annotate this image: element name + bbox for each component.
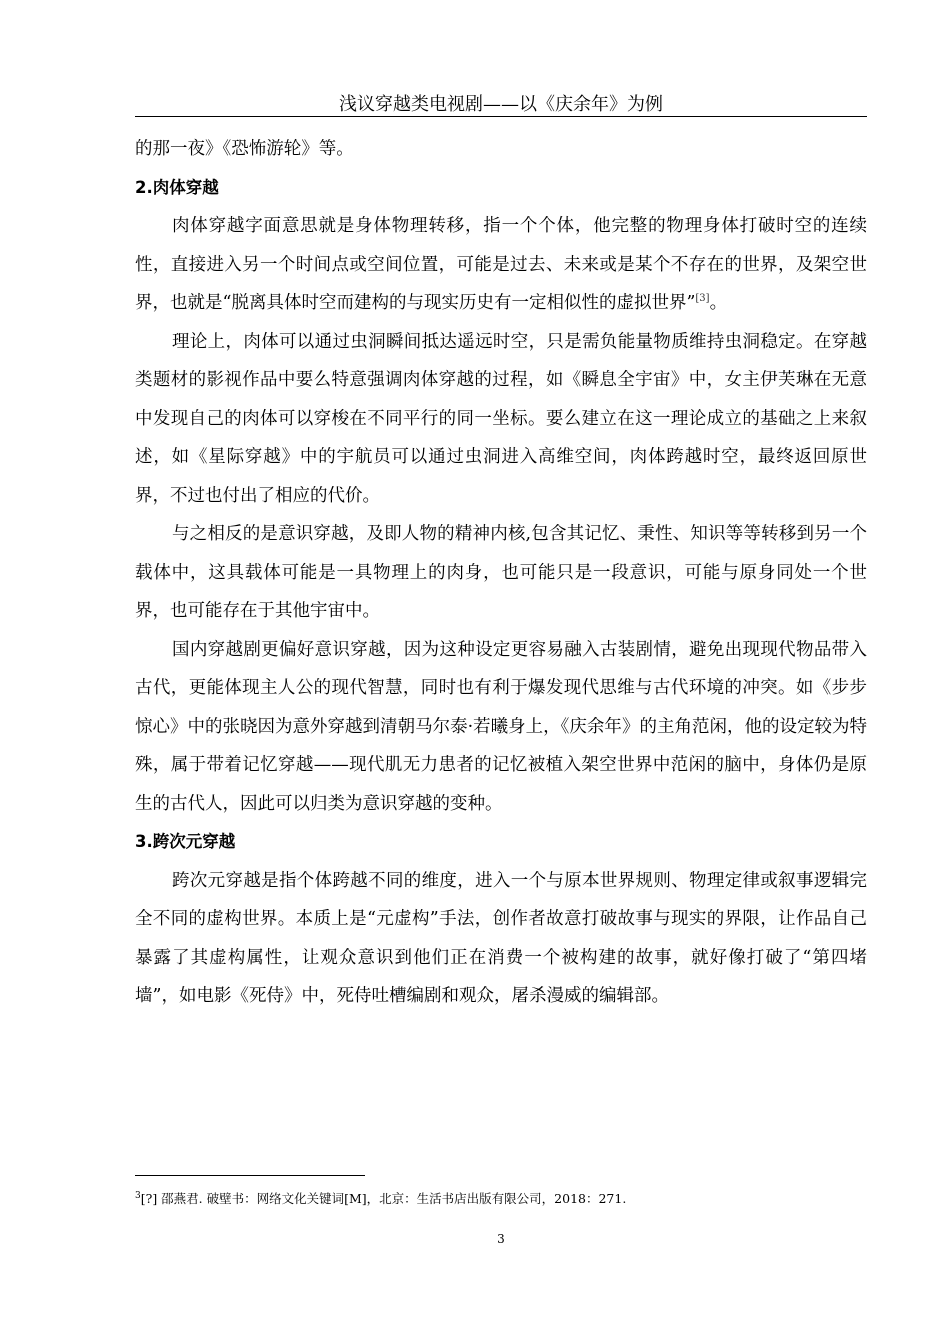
section-heading-cross-dimension: 3.跨次元穿越	[135, 832, 236, 851]
paragraph-consciousness-travel: 与之相反的是意识穿越，及即人物的精神内核,包含其记忆、秉性、知识等等转移到另一个载体中，这具载体可能是一具物理上的肉身，也可能只是一段意识，可能与原身同处一个世界，也可能存在于其他宇宙中。	[135, 524, 867, 621]
footnote-reference[interactable]: [3]	[695, 293, 710, 305]
footnote-marker: 3	[135, 1190, 141, 1201]
running-header-title: 浅议穿越类电视剧——以《庆余年》为例	[339, 94, 663, 115]
header-rule	[135, 116, 867, 117]
paragraph-continuation: 的那一夜》《恐怖游轮》等。	[135, 139, 354, 159]
footnote-rule	[135, 1175, 365, 1176]
footnote-text: [?] 邵燕君. 破壁书：网络文化关键词[M]，北京：生活书店出版有限公司，2018：271.	[140, 1191, 627, 1206]
paragraph-cross-dimension: 跨次元穿越是指个体跨越不同的维度，进入一个与原本世界规则、物理定律或叙事逻辑完全不同的虚构世界。本质上是“元虚构”手法，创作者故意打破故事与现实的界限，让作品自己暴露了其虚构属性，让观众意识到他们正在消费一个被构建的故事，就好像打破了“第四堵墙”，如电影《死侍》中，死侍吐槽编剧和观众，屠杀漫威的编辑部。	[135, 870, 867, 1006]
section-heading-body-travel: 2.肉体穿越	[135, 177, 219, 197]
paragraph-domestic-dramas: 国内穿越剧更偏好意识穿越，因为这种设定更容易融入古装剧情，避免出现现代物品带入古代，更能体现主人公的现代智慧，同时也有利于爆发现代思维与古代环境的冲突。如《步步惊心》中的张晓因为意外穿越到清朝马尔泰·若曦身上，《庆余年》的主角范闲，他的设定较为特殊，属于带着记忆穿越——现代肌无力患者的记忆被植入架空世界中范闲的脑中，身体仍是原生的古代人，因此可以归类为意识穿越的变种。	[135, 639, 867, 814]
paragraph-text-end: 。	[709, 293, 728, 313]
paragraph-text: 肉体穿越字面意思就是身体物理转移，指一个个体，他完整的物理身体打破时空的连续性，直接进入另一个时间点或空间位置，可能是过去、未来或是某个不存在的世界，及架空世界，也就是“脱离具体时空而建构的与现实历史有一定相似性的虚拟世界”	[135, 216, 867, 313]
footnote	[135, 1190, 867, 1208]
page-number: 3	[497, 1232, 505, 1246]
body-content	[135, 130, 867, 1016]
paragraph-wormhole-theory: 理论上，肉体可以通过虫洞瞬间抵达遥远时空，只是需负能量物质维持虫洞稳定。在穿越类题材的影视作品中要么特意强调肉体穿越的过程，如《瞬息全宇宙》中，女主伊芙琳在无意中发现自己的肉体可以穿梭在不同平行的同一坐标。要么建立在这一理论成立的基础之上来叙述，如《星际穿越》中的宇航员可以通过虫洞进入高维空间，肉体跨越时空，最终返回原世界，不过也付出了相应的代价。	[135, 331, 867, 506]
paragraph-body-travel-definition	[135, 207, 867, 323]
